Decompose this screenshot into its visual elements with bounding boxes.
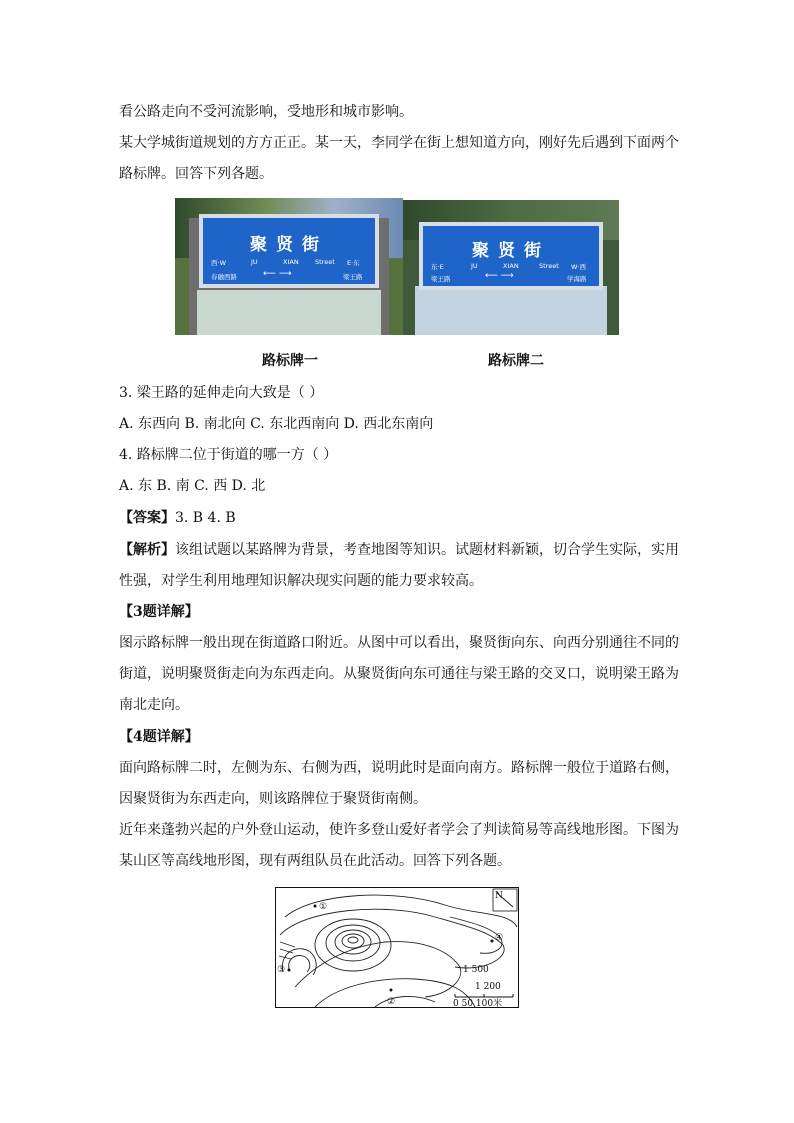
analysis-text-1: 该组试题以某路牌为背景，考查地图等知识。试题材料新颖，切合学生实际，实用 [175,542,679,558]
road-sign-photo-2 [403,200,619,335]
q4-stem: 4. 路标牌二位于街道的哪一方（ ） [119,447,338,463]
sign-1-xian: XIAN [283,258,299,266]
q4-options: A. 东 B. 南 C. 西 D. 北 [119,478,266,494]
sign-2-road-right: 学海路 [567,275,587,283]
q3-options: A. 东西向 B. 南北向 C. 东北西南向 D. 西北东南向 [119,416,434,432]
sign-1-road-right: 梁王路 [343,273,363,281]
answer-text: 3. B 4. B [175,510,236,526]
point-2-label: ② [387,997,396,1007]
detail3-line-1: 图示路标牌一般出现在街道路口附近。从图中可以看出，聚贤街向东、向西分别通往不同的 [119,635,679,651]
detail3-line-3: 南北走向。 [119,697,189,713]
sign-1-panel [199,214,379,288]
sign-2-road-left: 梁王路 [431,275,451,283]
point-3-label: ③ [277,965,286,975]
sign-2-arrows: ⟵ ⟶ [485,271,514,281]
sign-2-street: Street [539,262,559,270]
intro-line-1: 看公路走向不受河流影响，受地形和城市影响。 [119,104,413,120]
point-1-marker [314,905,317,908]
sign-1-title: 聚贤街 [250,235,328,255]
sign-1-dir-left: 西·W [211,259,226,267]
intro2-line-1: 近年来蓬勃兴起的户外登山运动，使许多登山爱好者学会了判读简易等高线地形图。下图为 [119,822,679,838]
scale-label: 0 50 100米 [453,999,503,1008]
detail4-heading: 【4题详解】 [119,729,199,745]
detail4-line-2: 因聚贤街为东西走向，则该路牌位于聚贤街南侧。 [119,791,427,807]
analysis-label: 【解析】 [119,542,175,558]
sign-2-panel [419,222,603,290]
analysis-line-1 [119,540,679,560]
sign-1-arrows: ⟵ ⟶ [263,269,292,279]
q3-stem: 3. 梁王路的延伸走向大致是（ ） [119,385,324,401]
intro2-line-2: 某山区等高线地形图，现有两组队员在此活动。回答下列各题。 [119,853,511,869]
sign-2-caption: 路标牌二 [488,353,544,369]
sign-2-xian: XIAN [503,262,519,270]
sign-1-street: Street [315,258,335,266]
point-3-marker [288,969,291,972]
sign-1-dir-right: E·东 [347,259,360,267]
point-1-label: ① [319,902,328,912]
sign-2-dir-right: W·西 [571,263,586,271]
point-2-marker [390,989,393,992]
contour-map [275,887,519,1008]
contour-label-1200: 1 200 [475,982,501,992]
sign-2-ju: JU [471,262,478,270]
answer-label: 【答案】 [119,510,175,526]
sign-1-ju: JU [251,258,258,266]
road-sign-photo-1 [175,198,403,335]
detail4-line-1: 面向路标牌二时，左侧为东、右侧为西，说明此时是面向南方。路标牌一般位于道路右侧， [119,760,679,776]
detail3-heading: 【3题详解】 [119,604,199,620]
detail3-line-2: 街道，说明聚贤街走向为东西走向。从聚贤街向东可通往与梁王路的交叉口，说明梁王路为 [119,666,679,682]
sign-2-dir-left: 东·E [431,263,444,271]
sign-1-caption: 路标牌一 [262,353,318,369]
contour-label-1500: 1 500 [463,965,489,975]
answer-line [119,508,236,528]
sign-1-road-left: 春融西路 [211,273,237,281]
intro-line-3: 路标牌。回答下列各题。 [119,166,273,182]
analysis-line-2: 性强，对学生利用地理知识解决现实问题的能力要求较高。 [119,573,483,589]
north-label: N [495,891,503,901]
point-4-marker [491,940,494,943]
intro-line-2: 某大学城街道规划的方方正正。某一天，李同学在街上想知道方向，刚好先后遇到下面两个 [119,135,679,151]
sign-2-title: 聚贤街 [472,241,550,261]
point-4-label: ④ [495,933,504,943]
